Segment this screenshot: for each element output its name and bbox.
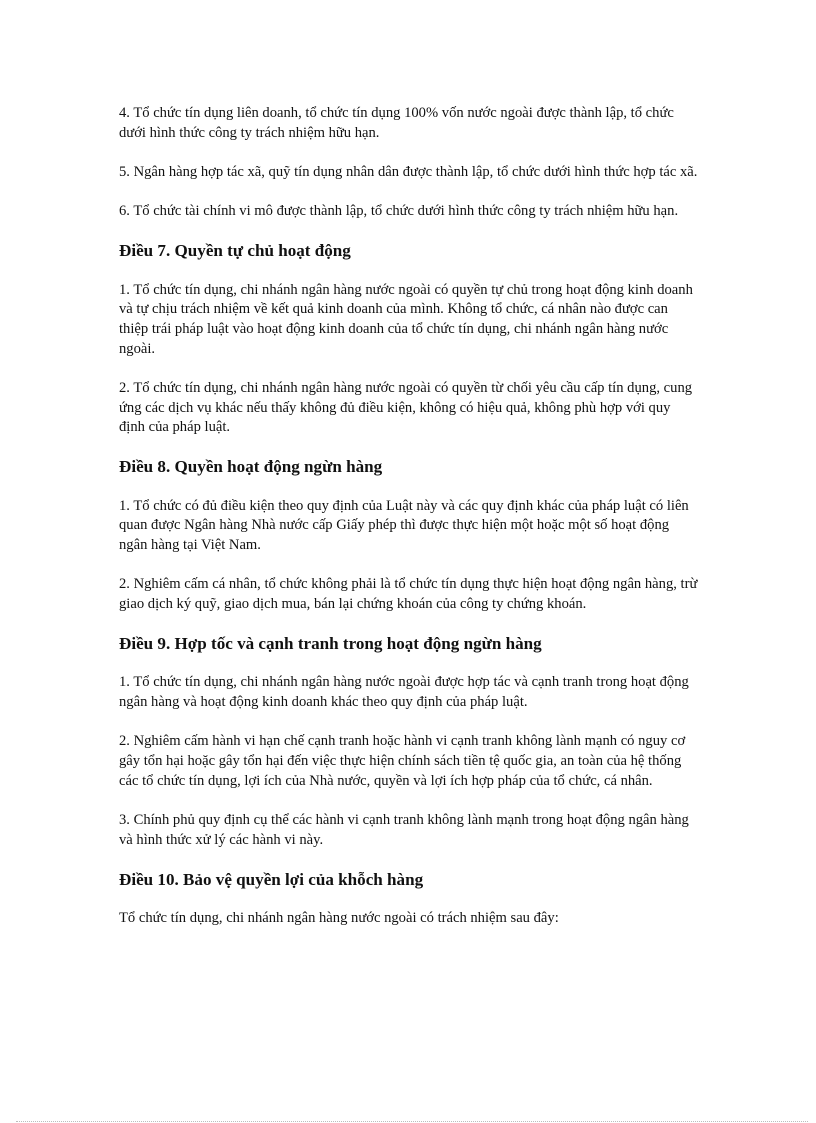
article-10-intro: Tổ chức tín dụng, chi nhánh ngân hàng nước ngoài có trách nhiệm sau đây: xyxy=(119,909,559,926)
article-8-clause-1: 1. Tổ chức có đủ điều kiện theo quy định của Luật này và các quy định khác của pháp luật có liên quan được Ngân hàng Nhà nước cấp Giấy phép thì được thực hiện một hoặc một số hoạt động ngân hàng tại Việt Nam. xyxy=(119,497,689,554)
article-9-clause-2: 2. Nghiêm cấm hành vi hạn chế cạnh tranh hoặc hành vi cạnh tranh không lành mạnh có nguy cơ gây tổn hại hoặc gây tổn hại đến việc thực hiện chính sách tiền tệ quốc gia, an toàn của hệ thống các tổ chức tín dụng, lợi ích của Nhà nước, quyền và lợi ích hợp pháp của tổ chức, cá nhân. xyxy=(119,733,686,789)
page-bottom-dotted-rule xyxy=(16,1121,808,1122)
article-7-heading: Điều 7. Quyền tự chủ hoạt động xyxy=(119,241,351,261)
article-9-clause-1: 1. Tổ chức tín dụng, chi nhánh ngân hàng nước ngoài được hợp tác và cạnh tranh trong hoạt động ngân hàng và hoạt động kinh doanh khác theo quy định của pháp luật. xyxy=(119,674,689,711)
article-7-clause-2: 2. Tổ chức tín dụng, chi nhánh ngân hàng nước ngoài có quyền từ chối yêu cầu cấp tín dụng, cung ứng các dịch vụ khác nếu thấy không đủ điều kiện, không có hiệu quả, không phù hợp với quy định của pháp luật. xyxy=(119,379,693,436)
document-page xyxy=(119,104,699,948)
paragraph-5-cooperative-banks: 5. Ngân hàng hợp tác xã, quỹ tín dụng nhân dân được thành lập, tổ chức dưới hình thức hợp tác xã. xyxy=(119,163,698,180)
article-7-clause-1: 1. Tổ chức tín dụng, chi nhánh ngân hàng nước ngoài có quyền tự chủ trong hoạt động kinh doanh và tự chịu trách nhiệm về kết quả kinh doanh của mình. Không tổ chức, cá nhân nào được can thiệp trái pháp luật vào hoạt động kinh doanh của tổ chức tín dụng, chi nhánh ngân hàng nước ngoài. xyxy=(119,281,693,357)
article-9-clause-3: 3. Chính phủ quy định cụ thể các hành vi cạnh tranh không lành mạnh trong hoạt động ngân hàng và hình thức xử lý các hành vi này. xyxy=(119,811,689,848)
article-9-heading: Điều 9. Hợp tốc và cạnh tranh trong hoạt động ngừn hàng xyxy=(119,634,542,654)
paragraph-6-microfinance: 6. Tổ chức tài chính vi mô được thành lập, tổ chức dưới hình thức công ty trách nhiệm hữu hạn. xyxy=(119,203,679,220)
article-10-heading: Điều 10. Bảo vệ quyền lợi của khỗch hàng xyxy=(119,869,424,889)
article-8-heading: Điều 8. Quyền hoạt động ngừn hàng xyxy=(119,457,383,477)
article-8-clause-2: 2. Nghiêm cấm cá nhân, tổ chức không phải là tổ chức tín dụng thực hiện hoạt động ngân hàng, trừ giao dịch ký quỹ, giao dịch mua, bán lại chứng khoán của công ty chứng khoán. xyxy=(119,576,698,612)
paragraph-4-llc-credit-institutions: 4. Tổ chức tín dụng liên doanh, tổ chức tín dụng 100% vốn nước ngoài được thành lập, tổ chức dưới hình thức công ty trách nhiệm hữu hạn. xyxy=(119,105,674,141)
